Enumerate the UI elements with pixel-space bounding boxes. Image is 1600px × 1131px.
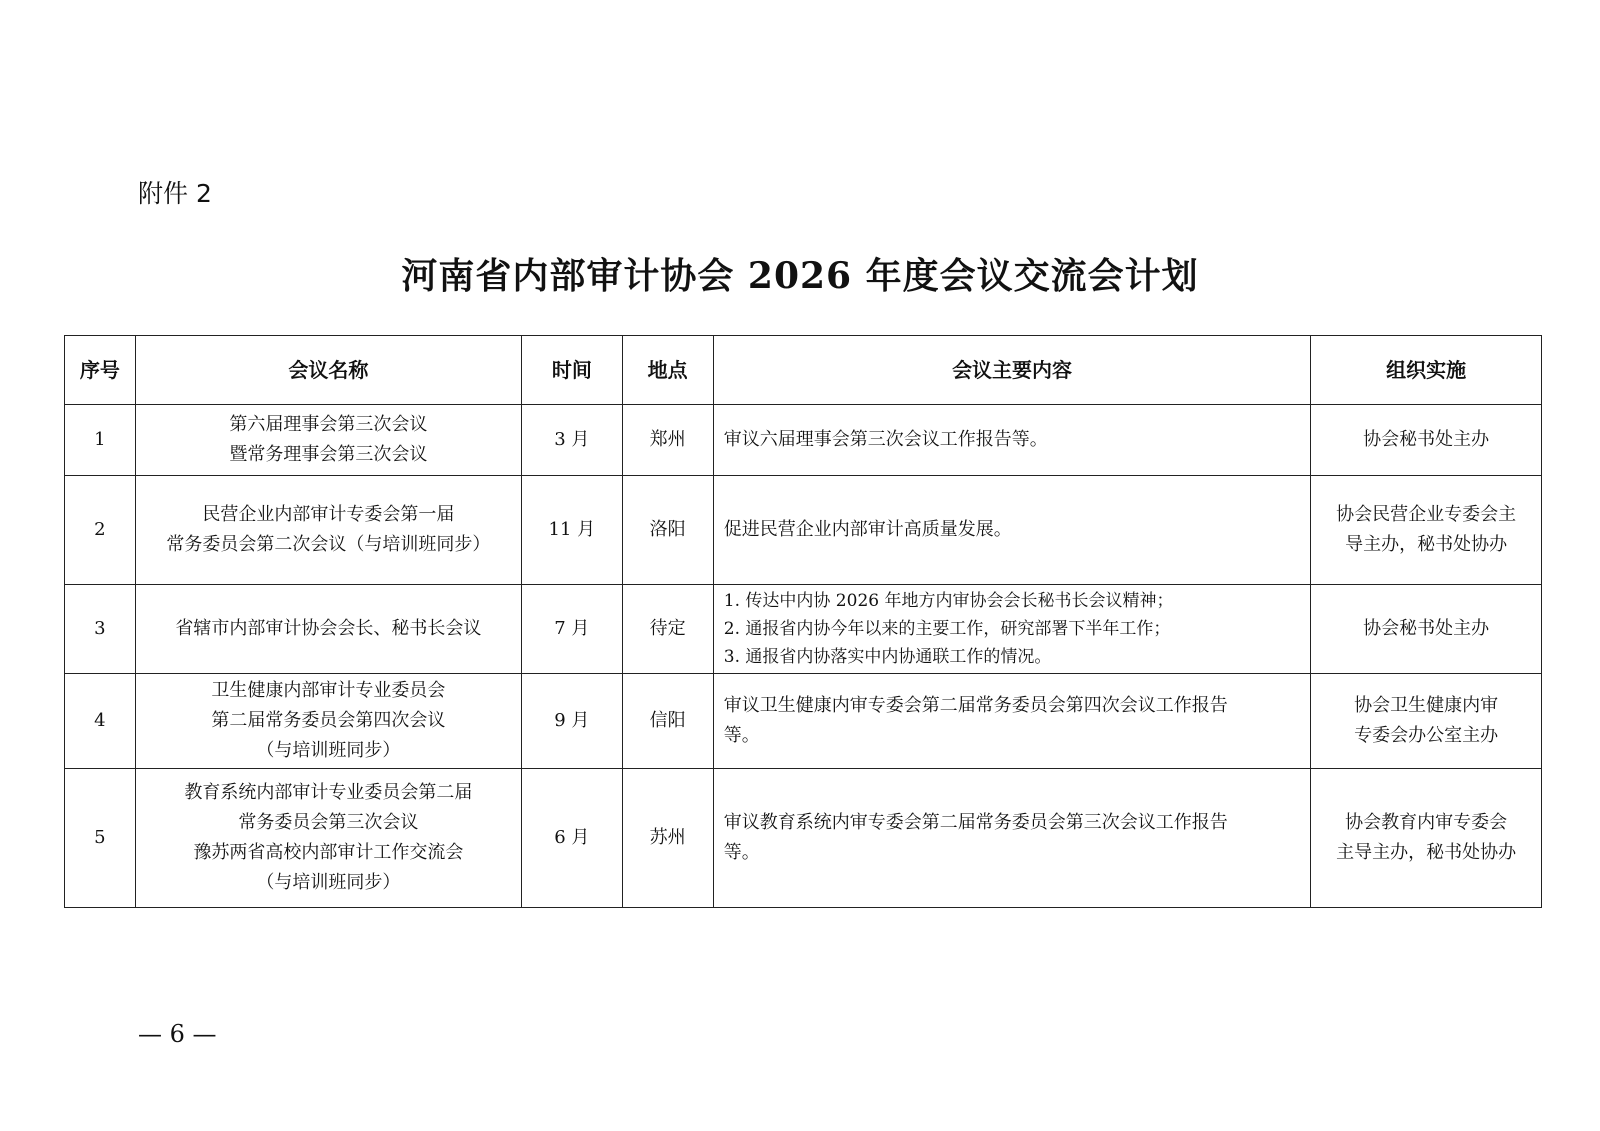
cell-content <box>713 585 1311 674</box>
cell-content-line: 审议教育系统内审专委会第二届常务委员会第三次会议工作报告 <box>723 812 1228 833</box>
cell-organizer-line: 协会卫生健康内审 <box>1354 695 1499 716</box>
cell-time: 6 月 <box>522 769 622 908</box>
cell-content-line: 等。 <box>723 842 760 863</box>
cell-time: 3 月 <box>522 405 622 476</box>
cell-organizer-line: 协会民营企业专委会主 <box>1336 504 1517 525</box>
cell-name-line: 豫苏两省高校内部审计工作交流会 <box>193 842 464 863</box>
cell-content-line: 等。 <box>723 725 760 746</box>
cell-content-line: 1. 传达中内协 2026 年地方内审协会会长秘书长会议精神； <box>723 591 1174 611</box>
cell-content-line: 2. 通报省内协今年以来的主要工作，研究部署下半年工作； <box>723 619 1171 639</box>
cell-place: 待定 <box>622 585 713 674</box>
cell-name-line: 第二届常务委员会第四次会议 <box>211 710 446 731</box>
cell-name <box>135 405 521 476</box>
header-place: 地点 <box>622 336 713 405</box>
meeting-plan-table <box>64 335 1542 908</box>
cell-organizer-line: 导主办，秘书处协办 <box>1345 534 1508 555</box>
header-index: 序号 <box>65 336 136 405</box>
cell-time: 11 月 <box>522 476 622 585</box>
cell-name-line: 常务委员会第二次会议（与培训班同步） <box>166 534 491 555</box>
cell-index: 4 <box>65 674 136 769</box>
cell-content <box>713 674 1311 769</box>
page-number: — 6 — <box>138 1020 217 1048</box>
cell-organizer <box>1311 476 1542 585</box>
table-row <box>65 769 1542 908</box>
cell-content <box>713 405 1311 476</box>
cell-place: 洛阳 <box>622 476 713 585</box>
table-row <box>65 405 1542 476</box>
table-row <box>65 674 1542 769</box>
table-header-row <box>65 336 1542 405</box>
cell-name-line: 第六届理事会第三次会议 <box>229 414 428 435</box>
cell-name <box>135 476 521 585</box>
cell-content-line: 3. 通报省内协落实中内协通联工作的情况。 <box>723 647 1052 667</box>
table-row <box>65 476 1542 585</box>
cell-organizer <box>1311 769 1542 908</box>
header-name: 会议名称 <box>135 336 521 405</box>
cell-content-line: 审议卫生健康内审专委会第二届常务委员会第四次会议工作报告 <box>723 695 1228 716</box>
cell-organizer <box>1311 585 1542 674</box>
cell-index: 3 <box>65 585 136 674</box>
cell-place: 郑州 <box>622 405 713 476</box>
cell-name <box>135 585 521 674</box>
cell-name-line: 教育系统内部审计专业委员会第二届 <box>184 782 473 803</box>
document-title: 河南省内部审计协会 2026 年度会议交流会计划 <box>401 255 1199 297</box>
attachment-label: 附件 2 <box>138 179 212 208</box>
header-content: 会议主要内容 <box>713 336 1311 405</box>
cell-organizer <box>1311 674 1542 769</box>
cell-index: 2 <box>65 476 136 585</box>
cell-organizer <box>1311 405 1542 476</box>
cell-time: 9 月 <box>522 674 622 769</box>
cell-content-line: 审议六届理事会第三次会议工作报告等。 <box>723 429 1048 450</box>
cell-organizer-line: 协会秘书处主办 <box>1363 429 1490 450</box>
cell-name-line: 暨常务理事会第三次会议 <box>229 444 428 465</box>
cell-name <box>135 674 521 769</box>
cell-organizer-line: 协会教育内审专委会 <box>1345 812 1508 833</box>
cell-organizer-line: 协会秘书处主办 <box>1363 618 1490 639</box>
cell-name-line: （与培训班同步） <box>256 872 401 893</box>
cell-name-line: 卫生健康内部审计专业委员会 <box>211 680 446 701</box>
cell-index: 1 <box>65 405 136 476</box>
cell-content <box>713 476 1311 585</box>
cell-place: 信阳 <box>622 674 713 769</box>
cell-place: 苏州 <box>622 769 713 908</box>
cell-name-line: 民营企业内部审计专委会第一届 <box>202 504 455 525</box>
cell-content <box>713 769 1311 908</box>
cell-time: 7 月 <box>522 585 622 674</box>
cell-index: 5 <box>65 769 136 908</box>
cell-name <box>135 769 521 908</box>
cell-name-line: 常务委员会第三次会议 <box>238 812 419 833</box>
cell-content-line: 促进民营企业内部审计高质量发展。 <box>723 519 1012 540</box>
header-time: 时间 <box>522 336 622 405</box>
table-row <box>65 585 1542 674</box>
cell-name-line: （与培训班同步） <box>256 740 401 761</box>
cell-organizer-line: 专委会办公室主办 <box>1354 725 1499 746</box>
header-organizer: 组织实施 <box>1311 336 1542 405</box>
cell-name-line: 省辖市内部审计协会会长、秘书长会议 <box>175 618 482 639</box>
cell-organizer-line: 主导主办，秘书处协办 <box>1336 842 1517 863</box>
